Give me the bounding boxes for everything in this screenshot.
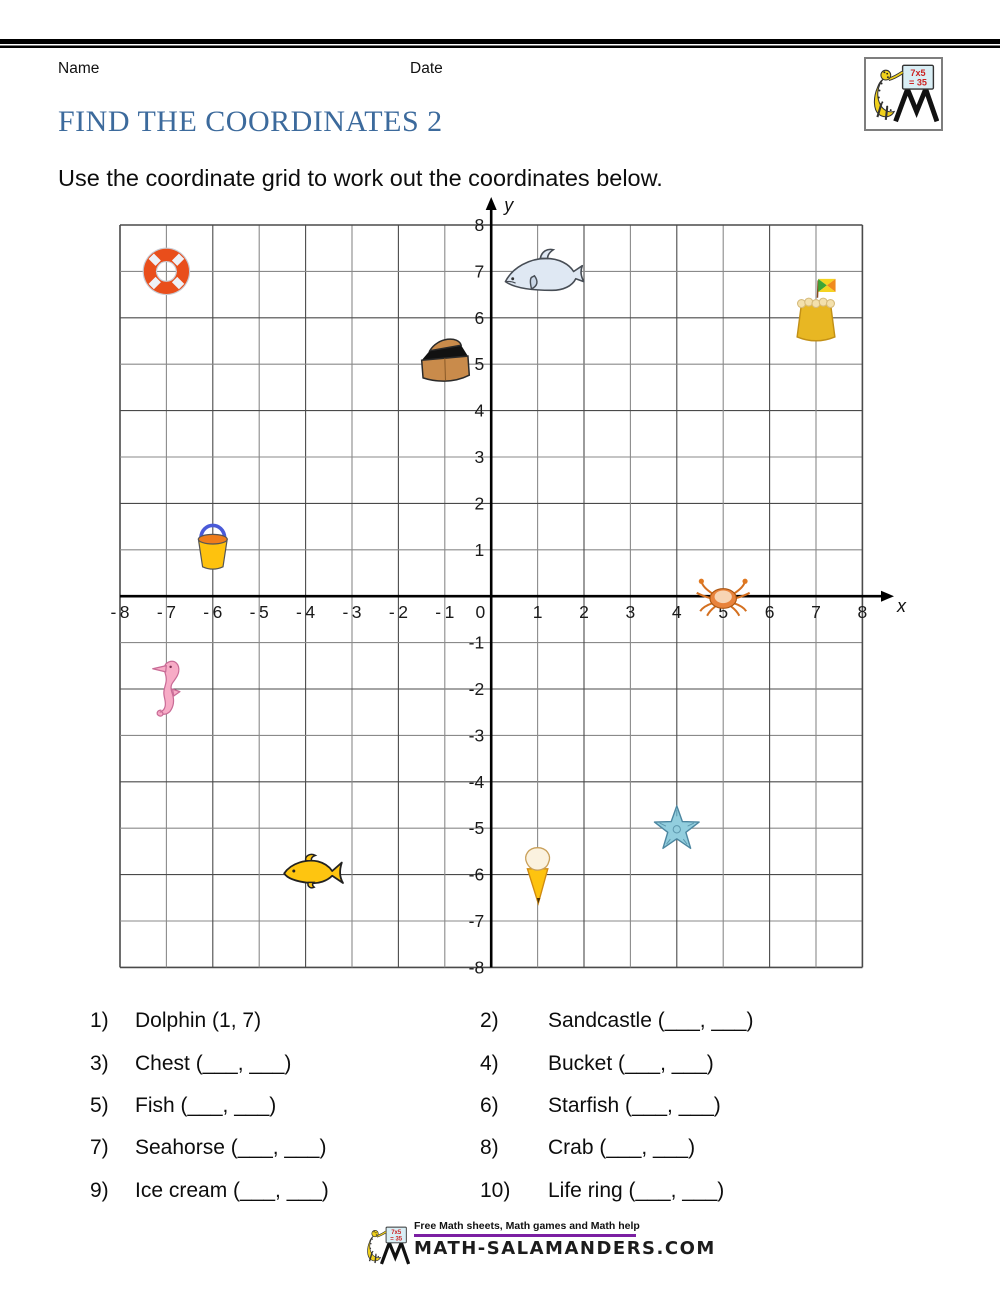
x-tick-label: - 1: [435, 602, 455, 623]
question-number: 8): [480, 1136, 499, 1160]
fish-icon: [284, 854, 343, 887]
y-tick-label: 8: [474, 215, 485, 235]
question-text: Crab (___, ___): [548, 1136, 696, 1160]
date-label: Date: [410, 60, 443, 77]
y-tick-label: 7: [474, 261, 485, 282]
question-text: Fish (___, ___): [135, 1093, 277, 1117]
footer-salamander-logo-icon: [364, 1224, 410, 1268]
y-tick-label: -4: [468, 771, 485, 792]
x-tick-label: - 4: [296, 602, 316, 623]
x-tick-label: 8: [857, 602, 868, 623]
question-number: 10): [480, 1178, 511, 1202]
question-text: Dolphin (1, 7): [135, 1009, 262, 1033]
x-tick-label: 3: [625, 602, 636, 623]
question-number: 4): [480, 1051, 499, 1075]
y-axis-label: y: [504, 195, 514, 215]
question-number: 5): [90, 1093, 109, 1117]
question-number: 2): [480, 1009, 499, 1033]
y-tick-label: 5: [474, 354, 485, 375]
question-number: 6): [480, 1093, 499, 1117]
y-tick-label: -5: [468, 818, 485, 839]
instruction-text: Use the coordinate grid to work out the coordinates below.: [58, 165, 663, 191]
x-tick-label: 4: [671, 602, 682, 623]
ice-cream-icon: [526, 848, 550, 904]
x-tick-label: - 6: [203, 602, 223, 623]
question-text: Life ring (___, ___): [548, 1178, 725, 1202]
x-tick-label: 5: [718, 602, 729, 623]
y-axis-arrow: [486, 197, 497, 210]
top-divider-bar: [0, 39, 1000, 48]
footer: [0, 1220, 1000, 1268]
chest-icon: [422, 339, 470, 381]
y-tick-label: 1: [474, 539, 485, 560]
question-number: 1): [90, 1009, 109, 1033]
footer-tagline: Free Math sheets, Math games and Math help: [414, 1220, 640, 1232]
x-tick-label: 1: [532, 602, 543, 623]
x-tick-label: 7: [811, 602, 821, 623]
y-tick-label: -1: [468, 632, 485, 653]
coordinate-grid: [100, 193, 920, 993]
x-tick-label: - 2: [388, 602, 408, 623]
name-label: Name: [58, 60, 100, 77]
question-text: Starfish (___, ___): [548, 1093, 721, 1117]
question-text: Chest (___, ___): [135, 1051, 292, 1075]
footer-site-name: MATH-SALAMANDERS.COM: [414, 1238, 716, 1259]
question-number: 3): [90, 1051, 109, 1075]
footer-divider: [414, 1234, 636, 1237]
x-tick-label: 2: [579, 602, 589, 623]
question-text: Seahorse (___, ___): [135, 1136, 327, 1160]
x-axis-label: x: [897, 596, 906, 617]
y-tick-label: -3: [468, 725, 485, 746]
question-number: 9): [90, 1178, 109, 1202]
y-tick-label: -6: [468, 864, 485, 885]
x-tick-label: 6: [764, 602, 775, 623]
question-text: Ice cream (___, ___): [135, 1178, 329, 1202]
y-tick-label: 4: [474, 400, 485, 421]
y-tick-label: -2: [468, 679, 485, 699]
page-title: FIND THE COORDINATES 2: [58, 105, 443, 138]
salamander-logo-icon: [869, 62, 939, 126]
y-tick-label: 2: [474, 493, 485, 514]
questions-list: [0, 1000, 1000, 1212]
y-tick-label: -7: [468, 911, 485, 931]
x-tick-label: - 5: [249, 602, 269, 623]
y-tick-label: -8: [468, 957, 485, 978]
dolphin-icon: [505, 249, 583, 290]
brand-logo: [864, 57, 943, 131]
x-tick-label: - 7: [156, 602, 176, 623]
x-tick-label: - 8: [110, 602, 130, 623]
y-tick-label: 6: [474, 307, 485, 328]
question-number: 7): [90, 1136, 109, 1160]
x-tick-label: 0: [475, 602, 486, 623]
y-tick-label: 3: [474, 447, 485, 467]
question-text: Bucket (___, ___): [548, 1051, 714, 1075]
x-tick-label: - 3: [342, 602, 362, 623]
question-text: Sandcastle (___, ___): [548, 1009, 754, 1033]
x-axis-arrow: [881, 591, 894, 602]
